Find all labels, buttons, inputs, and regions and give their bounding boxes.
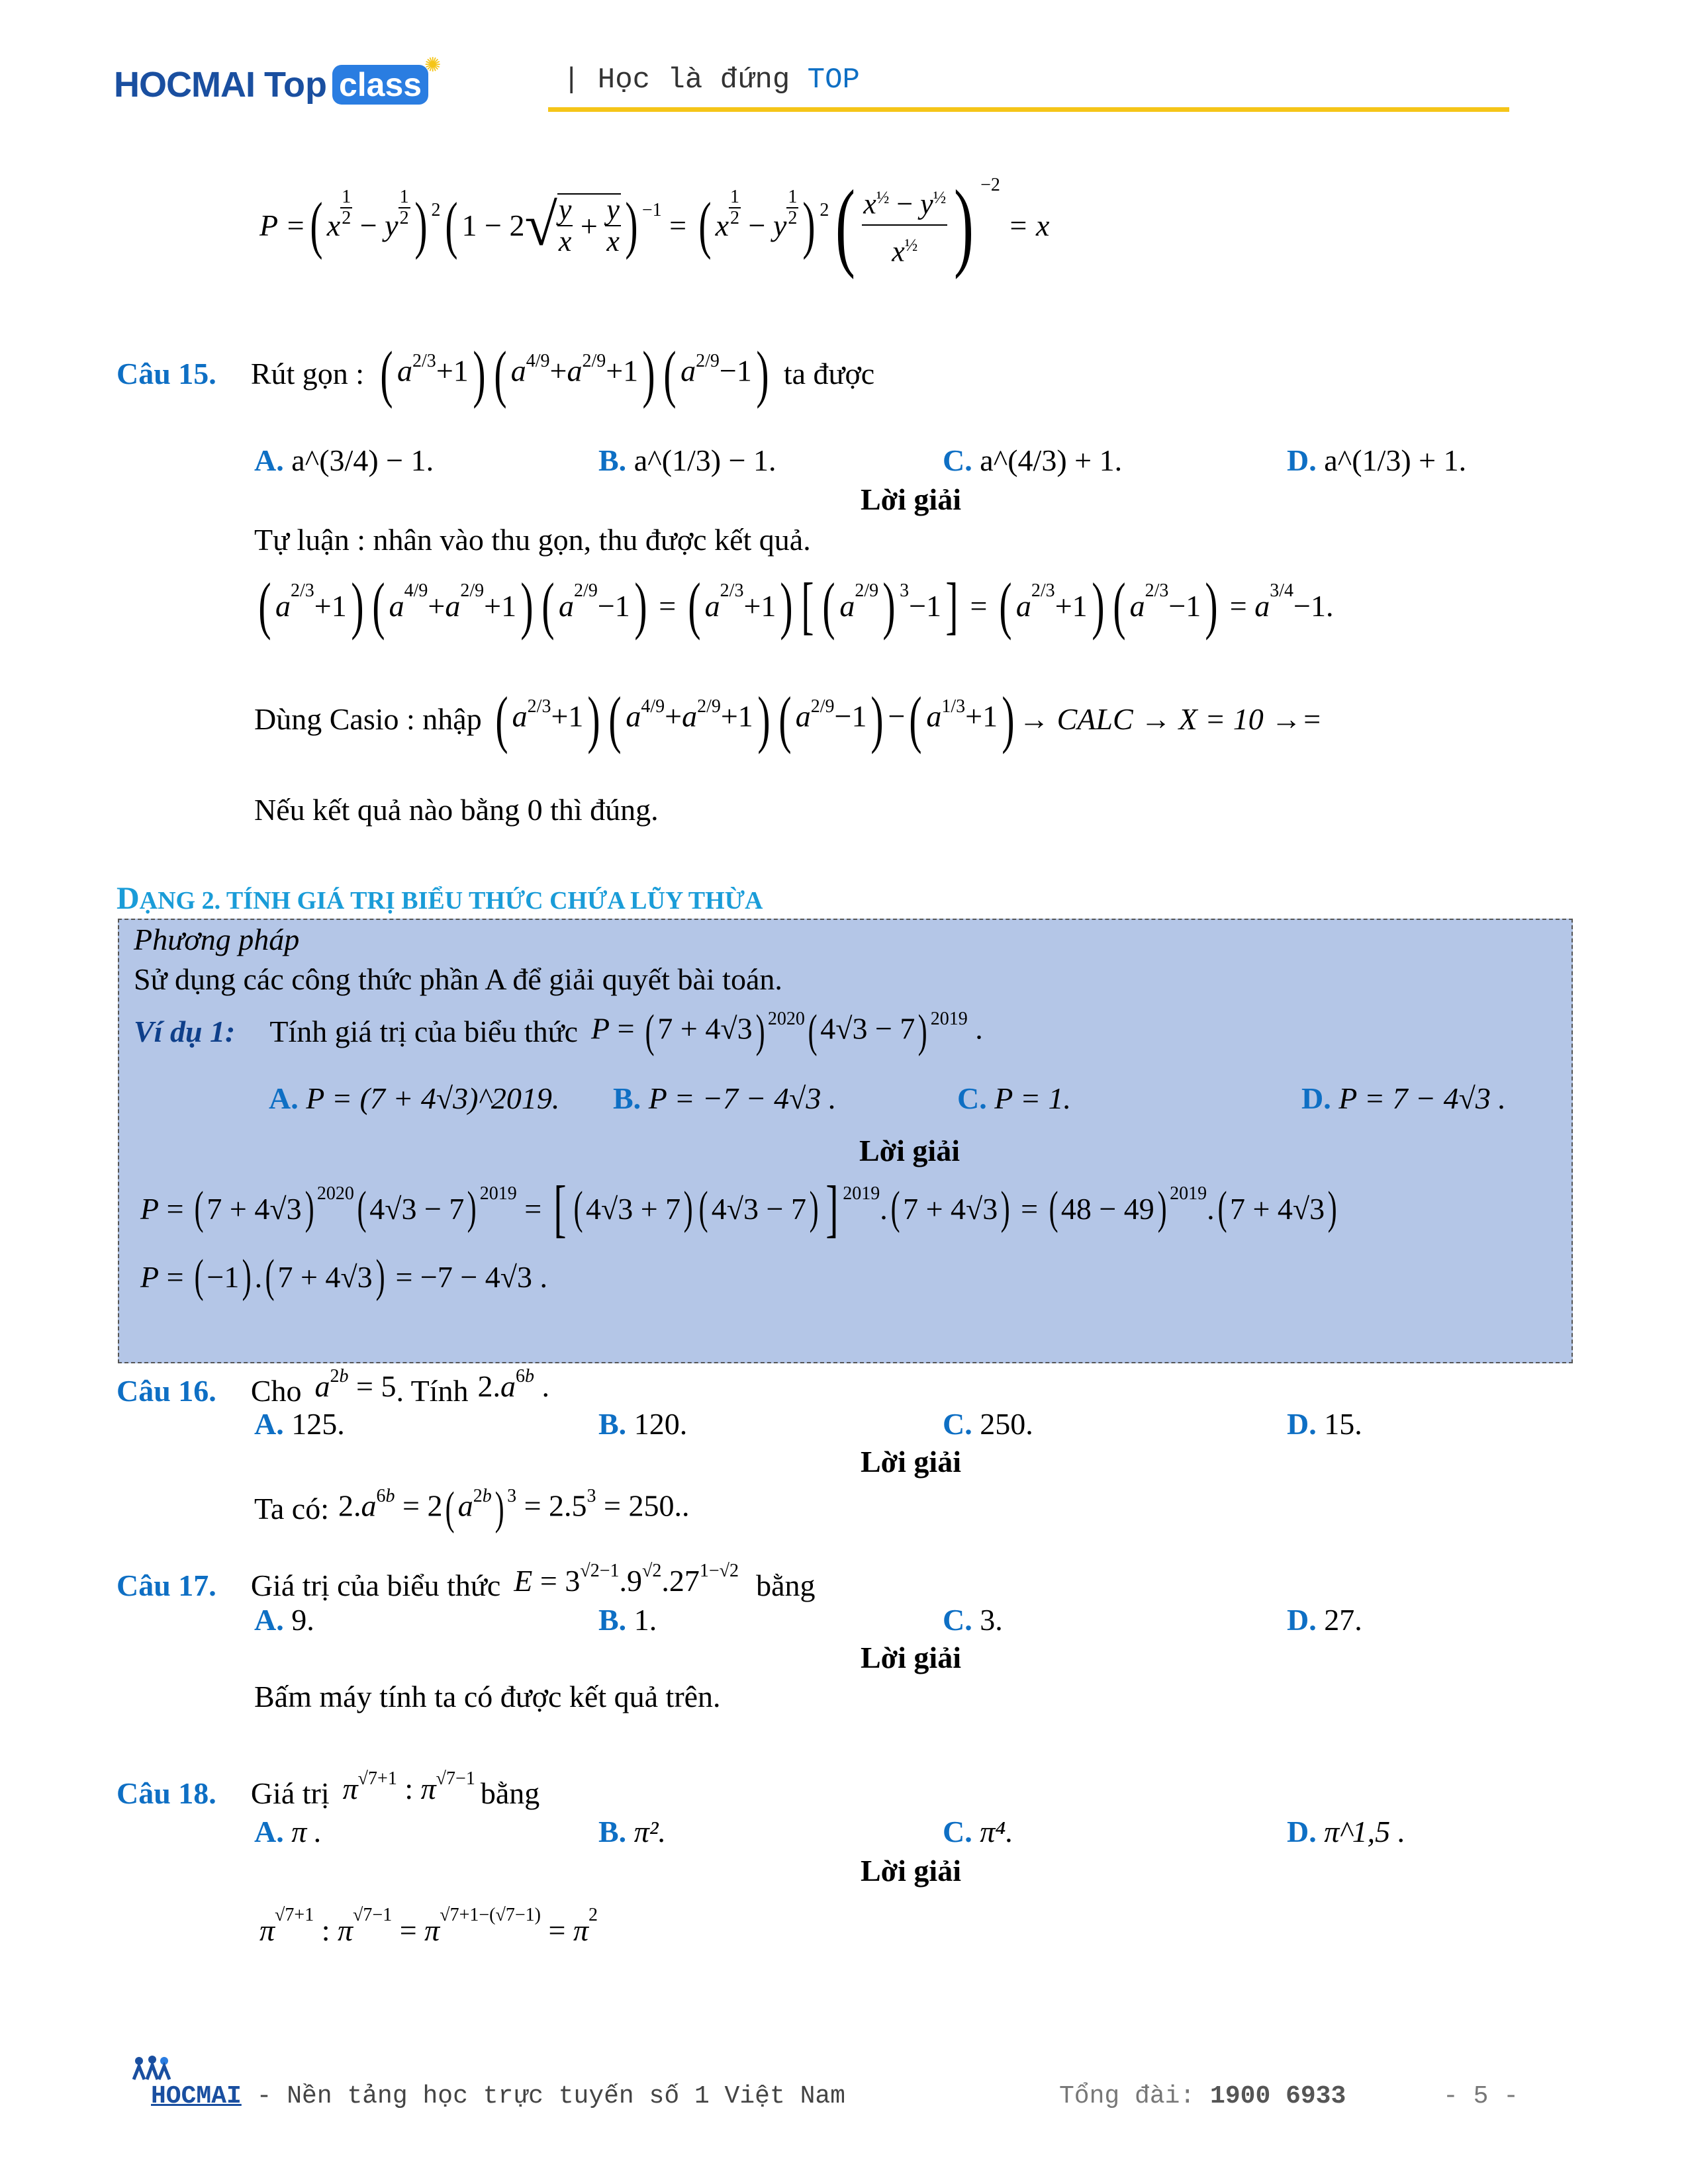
footer-tagline: [151, 2082, 845, 2111]
q15-stem-suffix: ta được: [783, 357, 875, 390]
q16-condition: $a^{2b} = 5$: [314, 1366, 397, 1403]
q17-option-b[interactable]: B. 1.: [598, 1603, 657, 1637]
q18-label: Câu 18.: [117, 1776, 216, 1810]
example-option-a[interactable]: A. P = (7 + 4√3)^2019.: [269, 1081, 560, 1115]
q16-stem: [117, 1367, 549, 1410]
q17-expression: $E = 3^{√2-1}.9^{√2}.27^{1-√2}$: [514, 1561, 739, 1598]
q15-option-b[interactable]: B. a^(1/3) − 1.: [598, 443, 776, 477]
q17-options: [254, 1602, 1512, 1639]
q15-label: Câu 15.: [117, 357, 216, 390]
formula-rhs: = x: [1008, 208, 1050, 242]
q17-option-a[interactable]: A. 9.: [254, 1603, 314, 1637]
example-line: [134, 1002, 983, 1062]
q16-solution: [254, 1482, 690, 1535]
example-label: Ví dụ 1:: [134, 1015, 236, 1048]
q18-option-d[interactable]: D. π^1,5 .: [1287, 1815, 1406, 1848]
q18-solution-title: Lời giải: [861, 1854, 961, 1888]
example-solution-line2: P = ( −1 ) . ( 7 + 4√3 ) = −7 − 4√3 .: [140, 1251, 548, 1302]
q18-option-b[interactable]: B. π².: [598, 1815, 667, 1848]
q16-option-b[interactable]: B. 120.: [598, 1407, 688, 1441]
q16-sol-expression: $2.a^{6b} = 2$( $a^{2b}$) $^3 = 2.5^3 = 250$..: [338, 1483, 690, 1534]
slogan-text: | Học là đứng: [563, 64, 808, 97]
method-title: Phương pháp: [134, 923, 300, 956]
q15-option-a[interactable]: A. a^(3/4) − 1.: [254, 443, 434, 477]
q17-label: Câu 17.: [117, 1569, 216, 1602]
q18-stem-suffix: bằng: [480, 1776, 540, 1810]
q16-option-c[interactable]: C. 250.: [943, 1407, 1033, 1441]
dang2-title: DẠNG 2. TÍNH GIÁ TRỊ BIỂU THỨC CHỨA LŨY THỪA: [117, 881, 763, 916]
q17-solution-title: Lời giải: [861, 1641, 961, 1674]
q15-option-c[interactable]: C. a^(4/3) + 1.: [943, 443, 1123, 477]
q15-casio-suffix: → CALC → X = 10 →=: [1019, 702, 1323, 736]
q18-solution: π √7+1 : π √7−1 = π √7+1−(√7−1) = π 2: [259, 1905, 598, 1947]
q16-stem-text: Cho: [250, 1374, 302, 1408]
example-option-d[interactable]: D. P = 7 − 4√3 .: [1301, 1081, 1506, 1115]
q16-target: $2.a^{6b}$ .: [477, 1366, 550, 1403]
footer-hotline: [1059, 2082, 1346, 2111]
q18-option-a[interactable]: A. π .: [254, 1815, 322, 1848]
q15-solution-last: Nếu kết quả nào bằng 0 thì đúng.: [254, 793, 659, 827]
slogan-top: TOP: [807, 64, 860, 97]
q15-options: [254, 442, 1512, 482]
q15-solution-title: Lời giải: [861, 482, 961, 516]
q15-casio-prefix: Dùng Casio : nhập: [254, 702, 482, 736]
header-rule: [548, 107, 1509, 112]
header-slogan: [563, 64, 860, 97]
q16-option-d[interactable]: D. 15.: [1287, 1407, 1362, 1441]
example-options: [269, 1071, 1560, 1124]
logo-hocmai-text: HOCMAI: [114, 65, 255, 105]
example-expression: P = ( 7 + 4√3) $^{2020}$( 4√3 − 7) $^{2019}$ .: [591, 1006, 983, 1057]
formula-eq: =: [669, 208, 687, 242]
q15-casio-line: [254, 683, 1322, 756]
q15-option-d[interactable]: D. a^(1/3) + 1.: [1287, 443, 1467, 477]
q16-option-a[interactable]: A. 125.: [254, 1407, 345, 1441]
example-solution-line1: P = ( 7 + 4√3 ) 2020 ( 4√3 − 7 ) 2019 = [ ( 4√3 + 7 ) ( 4√3 − 7 ) ] 2019 . ( 7 + 4√3 ) = ( 48 − 49 ) 2019 . ( 7 + 4√3 ): [140, 1173, 1337, 1244]
q17-solution: Bấm máy tính ta có được kết quả trên.: [254, 1680, 721, 1713]
formula-lhs: P =: [259, 208, 306, 242]
q16-options: [254, 1406, 1512, 1443]
q18-options: [254, 1813, 1512, 1850]
logo-top-text: Top: [263, 65, 327, 105]
hotline-number: 1900 6933: [1210, 2082, 1346, 2111]
example-option-c[interactable]: C. P = 1.: [957, 1081, 1072, 1115]
q15-stem: [117, 338, 874, 410]
q18-stem: [117, 1766, 539, 1812]
q15-expression: ( $a^{2/3}+1$) ( $a^{4/9}+a^{2/9}+1$) ( $a^{2/9}-1$): [380, 338, 769, 409]
dang2-box: [118, 919, 1573, 1363]
header-logo: [114, 54, 445, 111]
footer-brand[interactable]: HOCMAI: [151, 2082, 242, 2111]
q15-solution-derivation: ( a 2/3 +1 ) ( a 4/9 + a 2/9 +1 ) ( a 2/9 −1 ) = ( a 2/3 +1 ) [ ( a 2/9 ) 3 −1 ] = ( a 2/3 +1 ) ( a 2/3 −1 ) = a 3/4 −1.: [258, 570, 1334, 641]
top-formula: P = ( x $\frac{1}{2}$ − y $\frac{1}{2}$ ) 2 ( 1 − 2 √ $\frac{y}{x}$ + $\frac{y}{x}$ ) −1 = ( x $\frac{1}{2}$ − y $\frac{1}{2}$ ) 2 ( $\frac{x^{\frac{1}{2}} - y^{\frac{1}{2}}}{x^{\frac{1}{2}}}$ ) −2 = x: [259, 170, 1050, 280]
hotline-label: Tổng đài:: [1059, 2082, 1211, 2111]
footer-tagline-text: - Nền tảng học trực tuyến số 1 Việt Nam: [241, 2082, 845, 2111]
example-text: Tính giá trị của biểu thức: [269, 1015, 578, 1048]
example-solution-title: Lời giải: [859, 1134, 960, 1167]
q17-stem-suffix: bằng: [756, 1569, 816, 1602]
example-option-b[interactable]: B. P = −7 − 4√3 .: [613, 1081, 837, 1115]
method-text: Sử dụng các công thức phần A để giải quyết bài toán.: [134, 962, 782, 996]
q18-stem-text: Giá trị: [250, 1776, 330, 1810]
q17-stem-text: Giá trị của biểu thức: [250, 1569, 501, 1602]
q15-stem-prefix: Rút gọn :: [250, 357, 365, 390]
logo-class-badge: class: [332, 65, 428, 105]
footer-page-number: - 5 -: [1443, 2082, 1519, 2111]
q17-option-c[interactable]: C. 3.: [943, 1603, 1003, 1637]
q16-label: Câu 16.: [117, 1374, 216, 1408]
q17-stem: [117, 1562, 815, 1604]
q16-sol-prefix: Ta có:: [254, 1492, 330, 1525]
q16-solution-title: Lời giải: [861, 1445, 961, 1479]
q18-option-c[interactable]: C. π⁴.: [943, 1815, 1013, 1848]
q16-stem-text2: . Tính: [396, 1374, 469, 1408]
q18-expression: $\pi^{√7+1}$ : $\pi^{√7-1}$: [342, 1768, 475, 1805]
q15-casio-expression: ( $a^{2/3}+1$) ( $a^{4/9}+a^{2/9}+1$) ( $a^{2/9}-1$) −( $a^{1/3}+1$): [495, 684, 1015, 754]
q17-option-d[interactable]: D. 27.: [1287, 1603, 1362, 1637]
footer-logo-icon: [130, 2056, 172, 2082]
q15-solution-line1: Tự luận : nhân vào thu gọn, thu được kết quả.: [254, 523, 811, 557]
logo-star-icon: ✺: [424, 54, 442, 76]
